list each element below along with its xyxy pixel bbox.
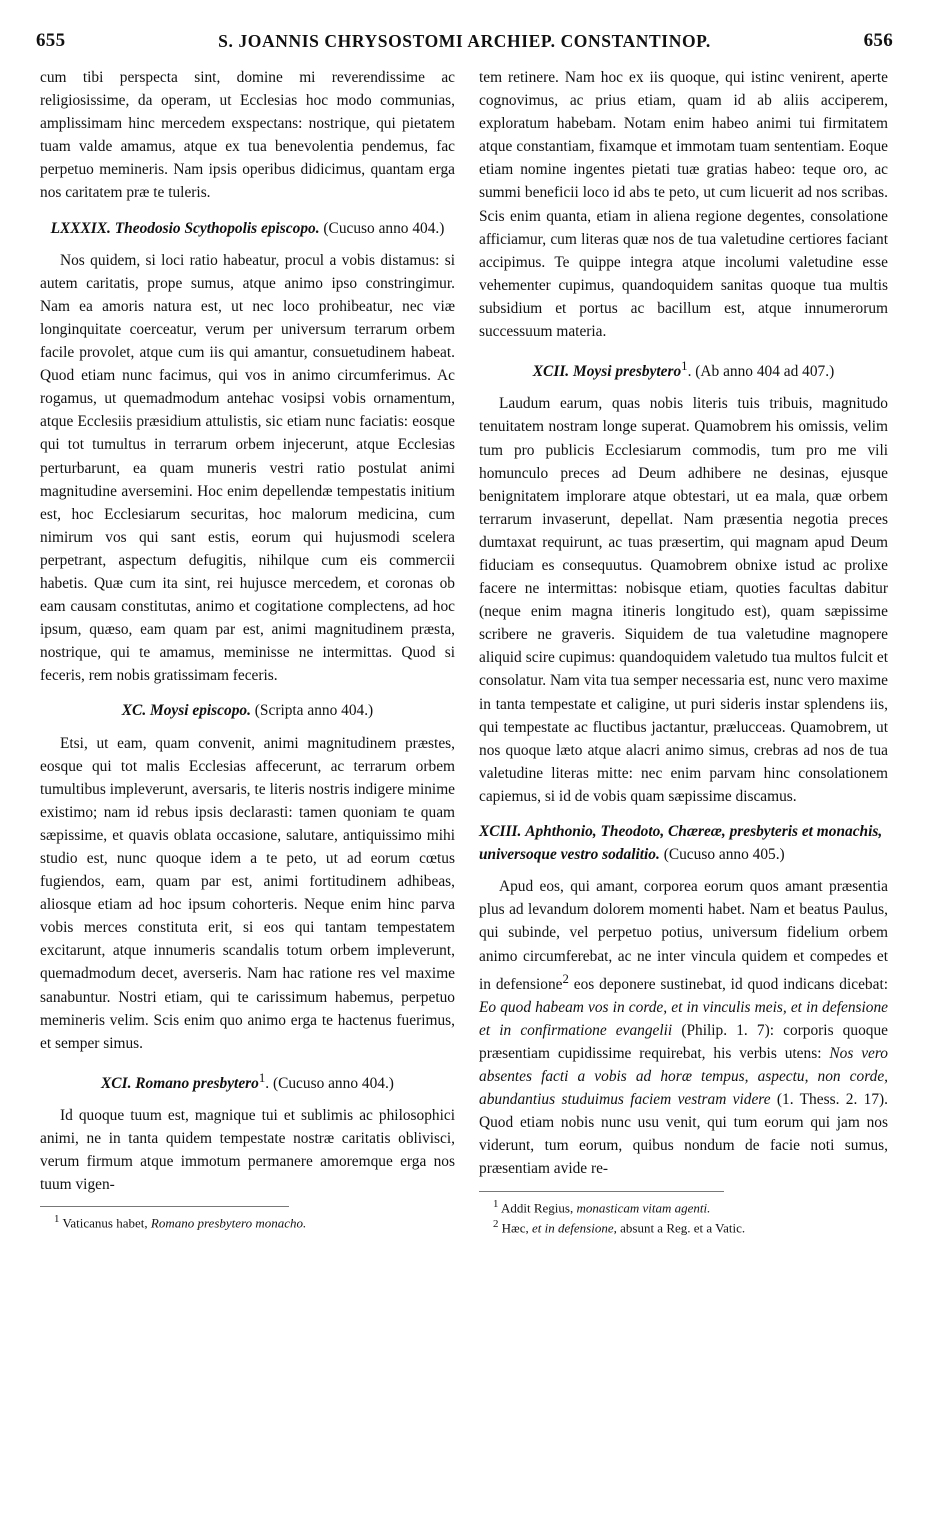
letter-date: (Cucuso anno 405.) xyxy=(663,846,785,864)
footnote-text: Addit Regius, xyxy=(500,1199,574,1215)
letter-addressee: Moysi presbytero xyxy=(573,363,682,381)
footnote-italic: monasticam vitam agenti. xyxy=(576,1199,711,1215)
footnote-marker: 1 xyxy=(258,1070,266,1085)
letter-number: XC. xyxy=(121,702,147,720)
footnote-marker: 1 xyxy=(54,1213,60,1226)
footnote-marker: 1 xyxy=(681,359,688,374)
running-title: S. JOANNIS CHRYSOSTOMI ARCHIEP. CONSTANTINOP. xyxy=(218,30,711,51)
paragraph: Laudum earum, quas nobis literis tuis tribuis, magnitudo tenuitatem nostram longe superat. Quamobrem his omissis, velim tum pro publicis Ecclesiarum commodis, tum pro me vili homunculo preces ad Deum adhibere ne desinas, ejusque benignitatem implorare atque obtestari, ut ea mala, quæ orbem terrarum invaserunt, depellat. Nam præsentia negotia preces dumtaxat requirunt, ac tuas præsertim, qui magnam apud Deum fiduciam es consequutus. Quamobrem obnixe istud ac prolixe facere ne intermittas: nobisque etiam, quoties facultas dabitur (neque enim magna itineris longitudo est), quam sæpissime scribere ne graveris. Siquidem de tua valetudine magnopere aliquid scire cupimus: quandoquidem valetudo tua multos fulcit et consolatur. Nam vita tua semper necessaria est, nunc vero maxime in tanta tempestate et caligine, ut puri sideris instar splendens iis, qui tempestate ac fluctibus jactantur, prælucceas. Quamobrem, ut nos quoque læto atque alacri animo simus, crebras ad nos de tua valetudine literas mitte: nec enim parvam hinc consolationem capiemus, si id de vobis quam sæpissime discamus. xyxy=(479,395,888,805)
footnote-divider xyxy=(40,1206,289,1207)
letter-heading-90 xyxy=(40,699,455,722)
text-run: eos deponere sustinebat, id quod indicans dicebat: xyxy=(568,975,888,993)
letter-date: . (Cucuso anno 404.) xyxy=(265,1074,394,1092)
footnote-marker: 1 xyxy=(493,1197,499,1210)
footnote-text: Hæc, xyxy=(501,1220,529,1236)
text-run: Apud eos, qui amant, corporea eorum quos amant præsentia plus ad levandum dolorem momenti habet. Nam et beatus Paulus, qui subinde, vel perpetuo potius, universum fidelium orbem animo circumferebat, ac ne inter vincula quidem et compedes et in defensione xyxy=(479,878,888,993)
scripture-quote: Eo quod habeam vos in corde, et in vinculis meis, et in defensione et in confirmatione evangelii xyxy=(479,998,888,1039)
letter-date: . (Ab anno 404 ad 407.) xyxy=(687,363,835,381)
letter-addressee: Theodosio Scythopolis episcopo. xyxy=(114,219,320,237)
letter-number: XCI. xyxy=(101,1074,132,1092)
paragraph: tem retinere. Nam hoc ex iis quoque, qui istinc venirent, aperte cognovimus, ac prius etiam, quam id ab aliis acciperem, exploratum habebam. Notam enim habeo animi tui firmitatem atque constantiam, fixamque et immotam tuam sententiam. Eoque etiam nomine ingentes pietati tuæ gratias habeo: teque oro, ac summi beneficii loco id abs te peto, ut cum licuerit ad nos scribas. Scis enim quanta, etiam in aliena regione degentes, consolatione afficiamur, cum literas quæ nos de tua valetudine certiores faciant accipimus. Te quippe integra atque incolumi valetudine esse vehementer cupimus, quandoquidem sanitas quoque tua multis subsidium et portus ac bacillum est, atque innumerorum successuum materia. xyxy=(479,69,888,341)
footnote-text: absunt a Reg. et a Vatic. xyxy=(620,1220,746,1236)
letter-heading-93 xyxy=(479,820,888,866)
letter-addressee: Moysi episcopo. xyxy=(150,702,251,720)
page-number-right: 656 xyxy=(863,30,893,51)
scripture-reference: (1. Thess. 2. 17). xyxy=(776,1091,889,1109)
footnote-marker: 2 xyxy=(562,971,569,986)
footnote-divider xyxy=(479,1191,724,1192)
paragraph: Etsi, ut eam, quam convenit, animi magnitudinem præstes, eosque qui tot malis Ecclesias affecerunt, ac terrarum orbem tumultibus impleverunt, aversaris, te literis nostris indigere minime existimo; nam id rebus ipsis declarasti: tamen quoniam te quam sæpissime, et quavis oblata occasione, salutare, antiquissimo mihi studio est, nunc quoque idem a te peto, ut ad eorum cœtus fugiendos, eam, quam par est, animi fortitudinem adhibeas, aliosque etiam ad hoc ipsum cohorteris. Neque enim hinc parva vobis merces constituta erit, si eos qui tantam tempestatem excitarunt, atque innumeris scandalis totum orbem impleverunt, quemadmodum decet, averseris. Nam hac ratione res vel maxime sanabuntur. Nostri etiam, qui te carissimum habemus, perpetuo memineris velim. Scis enim quo animo erga te hactenus fuerimus, et semper simus. xyxy=(40,734,455,1052)
footnote-text: Vaticanus habet, xyxy=(62,1215,148,1231)
letter-addressee: Romano presbytero xyxy=(135,1074,259,1092)
paragraph: cum tibi perspecta sint, domine mi reverendissime ac religiosissime, da operam, ut Ecclesias hoc modo communias, amplissimam hinc mercedem exspectans: nostrique, qui pietatem tuam valde amamus, atque ex tua benevolentia pendemus, fac perpetuo memineris. Nam ipsis operibus didicimus, quantam erga nos caritatem præ te tuleris. xyxy=(40,69,455,202)
letter-addressee: Aphthonio, Theodoto, Chæreæ, presbyteris et monachis, universoque vestro sodalitio. xyxy=(479,823,883,864)
footnote-marker: 2 xyxy=(493,1217,499,1230)
letter-number: LXXXIX. xyxy=(50,219,111,237)
right-column xyxy=(479,66,888,1236)
letter-heading-92 xyxy=(479,355,888,383)
paragraph: Id quoque tuum est, magnique tui et sublimis ac philosophici animi, ne in tanta quidem tempestate nostræ caritatis oblivisci, verum firmum atque immotum permanere amoremque erga nos tuum vigen- xyxy=(40,1107,455,1194)
footnote-italic: et in defensione, xyxy=(532,1220,617,1236)
footnote-italic: Romano presbytero monacho. xyxy=(150,1215,307,1231)
footnote xyxy=(479,1216,888,1236)
letter-date: (Scripta anno 404.) xyxy=(254,702,374,720)
letter-number: XCIII. xyxy=(479,823,522,841)
left-column xyxy=(40,66,455,1232)
letter-heading-91 xyxy=(40,1067,455,1095)
running-header xyxy=(36,26,893,56)
letter-number: XCII. xyxy=(532,363,570,381)
paragraph: Nos quidem, si loci ratio habeatur, procul a vobis distamus: si autem caritatis, prope sumus, atque animo ipso constringimur. Nam ea amoris natura est, ut nec loco prohibeatur, nec viæ longinquitate coerceatur, verum per universum terrarum orbem facile provolet, atque cum iis qui amantur, consuetudinem habeat. Quod etiam nunc facimus, qui vos in animo circumferimus. Ac rogamus, ut quemadmodum antehac vosipsi vobis ornamentum, atque Ecclesiis præsidium attulistis, sic etiam nunc faciatis: eosque qui tot tumultus in terrarum orbem injecerunt, atque Ecclesias perturbarunt, ea quam muneris vestri ratio postulat animi magnitudine aversemini. Hoc enim depellendæ tempestatis initium est, hoc Ecclesiarum securitas, hoc malorum medicina, cum nimirum vos qui sant estis, eorum qui hujusmodi scelera perpetrant, aspectum defugitis, nihilque cum eis commercii habetis. Quæ cum ita sint, rei hujusce mercedem, et coronas ob eam causam constitutas, animo et cogitatione complectens, ad hoc ipsum, quæso, eam quam par est, animi magnitudinem præsta, nostrique, qui te amamus, meminisse ne intermittas. Quod si feceris, rem nobis gratissimam feceris. xyxy=(40,251,455,685)
scripture-reference: (Philip. 1. 7) xyxy=(681,1021,770,1039)
footnote xyxy=(479,1196,888,1216)
page-number-left: 655 xyxy=(36,30,66,51)
letter-date: (Cucuso anno 404.) xyxy=(323,219,445,237)
footnote xyxy=(40,1211,455,1231)
scripture-quote: Nos vero absentes facti a vobis ad horæ tempus, aspectu, non corde, abundantius studuimus faciem vestram videre xyxy=(479,1045,888,1109)
paragraph xyxy=(479,875,888,1180)
text-run: : corporis quoque præsentiam cupidissime requirebat, his verbis utens: xyxy=(479,1021,888,1062)
text-run: Quod etiam nobis nunc usu venit, qui tum eorum qui jam nos viderunt, tum eorum, quibus nondum de facie noti sumus, præsentiam avide re- xyxy=(479,1114,888,1178)
letter-heading-89 xyxy=(40,217,455,240)
